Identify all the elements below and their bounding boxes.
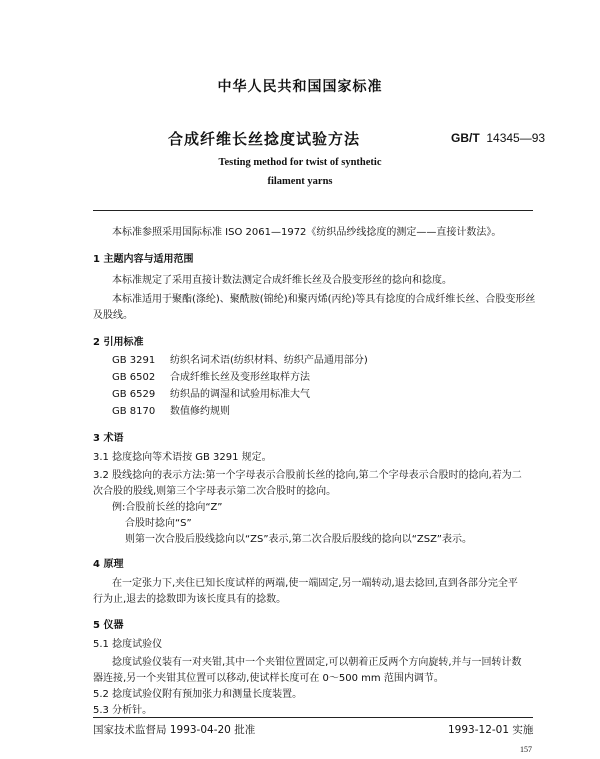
reference-item: [112, 388, 310, 401]
approval-date: 国家技术监督局 1993-04-20 批准: [93, 724, 256, 736]
section-5-heading: 5 仪器: [93, 620, 124, 631]
reference-code: GB 3291: [112, 355, 156, 366]
document-title-en-line1: Testing method for twist of synthetic: [218, 157, 382, 168]
reference-title: 数值修约规则: [170, 406, 230, 417]
reference-item: [112, 354, 368, 367]
section-1-heading: 1 主题内容与适用范围: [93, 254, 194, 265]
implementation-date: 1993-12-01 实施: [448, 724, 534, 736]
standard-code: 14345—93: [486, 131, 546, 145]
section-1-paragraph-2-line1: 本标准适用于聚酯(涤纶)、聚酰胺(锦纶)和聚丙烯(丙纶)等具有捻度的合成纤维长丝、合股变形丝: [112, 294, 536, 305]
section-3-heading: 3 术语: [93, 433, 124, 444]
example-line-2: 合股时捻向“S”: [125, 518, 192, 529]
standard-number: [451, 131, 545, 145]
section-2-heading: 2 引用标准: [93, 337, 144, 348]
section-4-line1: 在一定张力下,夹住已知长度试样的两端,使一端固定,另一端转动,退去捻回,直到各部分完全平: [112, 578, 518, 589]
clause-3-2-line2: 次合股的股线,则第三个字母表示第二次合股时的捻向。: [93, 486, 337, 497]
section-1-paragraph-2-line2: 及股线。: [93, 310, 133, 321]
reference-item: [112, 371, 310, 384]
national-standard-heading: 中华人民共和国国家标准: [217, 79, 383, 95]
clause-5-2: 5.2 捻度试验仪附有预加张力和测量长度装置。: [93, 689, 303, 700]
example-line-3: 则第一次合股后股线捻向以“ZS”表示,第二次合股后股线的捻向以“ZSZ”表示。: [125, 534, 472, 545]
clause-5-1-line1: 捻度试验仪装有一对夹钳,其中一个夹钳位置固定,可以朝着正反两个方向旋转,并与一回转计数: [112, 657, 522, 668]
standard-prefix: GB/T: [451, 131, 480, 145]
section-4-line2: 行为止,退去的捻数即为该长度具有的捻数。: [93, 594, 287, 605]
document-title-en-line2: filament yarns: [267, 176, 333, 187]
section-4-heading: 4 原理: [93, 559, 124, 570]
reference-title: 纺织名词术语(纺织材料、纺织产品通用部分): [170, 355, 368, 366]
reference-code: GB 6529: [112, 389, 156, 400]
reference-item: [112, 405, 230, 418]
clause-5-3: 5.3 分析针。: [93, 705, 153, 716]
reference-code: GB 6502: [112, 372, 156, 383]
document-title-cn: 合成纤维长丝捻度试验方法: [168, 130, 361, 148]
clause-3-2-line1: 3.2 股线捻向的表示方法:第一个字母表示合股前长丝的捻向,第二个字母表示合股时的捻向,若为二: [93, 470, 522, 481]
reference-title: 合成纤维长丝及变形丝取样方法: [170, 372, 310, 383]
intro-text: 本标准参照采用国际标准 ISO 2061—1972《纺织品纱线捻度的测定——直接计数法》。: [112, 227, 502, 238]
reference-title: 纺织品的调湿和试验用标准大气: [170, 389, 310, 400]
page-number: 157: [520, 745, 532, 754]
header-divider: [93, 210, 533, 211]
clause-3-1: 3.1 捻度捻向等术语按 GB 3291 规定。: [93, 452, 272, 463]
footer-divider: [93, 717, 533, 718]
clause-5-1: 5.1 捻度试验仪: [93, 639, 163, 650]
example-line-1: 例:合股前长丝的捻向“Z”: [112, 502, 223, 513]
clause-5-1-line2: 器连接,另一个夹钳其位置可以移动,使试样长度可在 0～500 mm 范围内调节。: [93, 673, 444, 684]
reference-code: GB 8170: [112, 406, 156, 417]
section-1-paragraph-1: 本标准规定了采用直接计数法测定合成纤维长丝及合股变形丝的捻向和捻度。: [112, 275, 452, 286]
